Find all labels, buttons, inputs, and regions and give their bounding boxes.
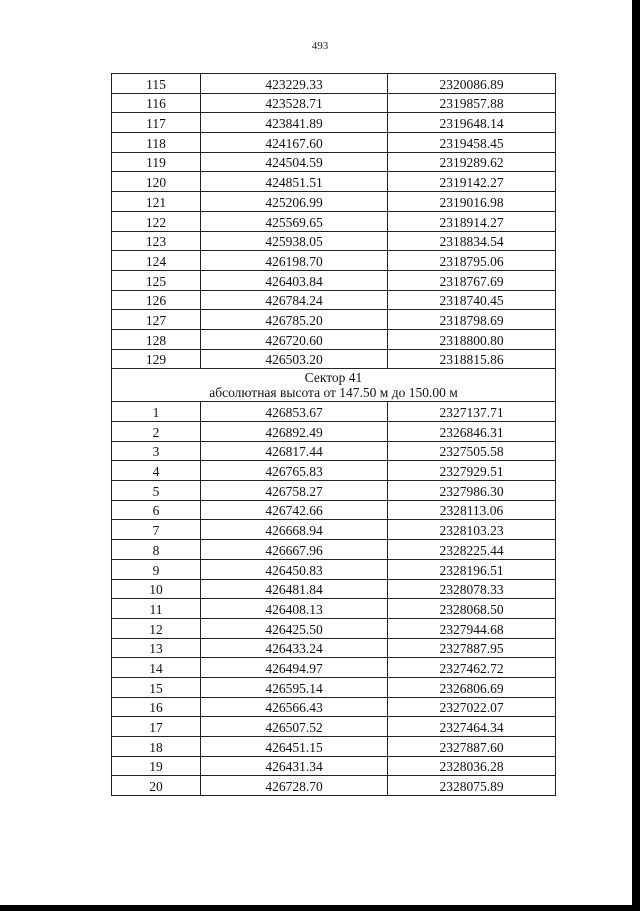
point-number-cell: 15	[112, 677, 201, 697]
point-number-cell: 126	[112, 290, 201, 310]
x-coordinate-cell: 423229.33	[201, 74, 388, 94]
section-subtitle: абсолютная высота от 147.50 м до 150.00 м	[209, 385, 458, 401]
point-number-cell: 116	[112, 93, 201, 113]
point-number-cell: 124	[112, 251, 201, 271]
x-coordinate-cell: 426668.94	[201, 520, 388, 540]
point-number-cell: 9	[112, 559, 201, 579]
y-coordinate-cell: 2326806.69	[388, 677, 556, 697]
point-number-cell: 121	[112, 192, 201, 212]
section-title: Сектор 41	[304, 370, 363, 386]
point-number-cell: 6	[112, 500, 201, 520]
y-coordinate-cell: 2327464.34	[388, 717, 556, 737]
x-coordinate-cell: 424167.60	[201, 133, 388, 153]
table-row	[112, 599, 556, 619]
y-coordinate-cell: 2319648.14	[388, 113, 556, 133]
point-number-cell: 11	[112, 599, 201, 619]
x-coordinate-cell: 426566.43	[201, 697, 388, 717]
table-row	[112, 579, 556, 599]
table-row	[112, 231, 556, 251]
page-number: 493	[311, 40, 329, 52]
table-row	[112, 251, 556, 271]
table-row	[112, 737, 556, 757]
table-row	[112, 93, 556, 113]
table-row	[112, 133, 556, 153]
x-coordinate-cell: 426431.34	[201, 756, 388, 776]
coordinates-table-top	[112, 74, 556, 369]
table-row	[112, 172, 556, 192]
point-number-cell: 123	[112, 231, 201, 251]
table-row	[112, 461, 556, 481]
point-number-cell: 119	[112, 152, 201, 172]
y-coordinate-cell: 2327137.71	[388, 402, 556, 422]
x-coordinate-cell: 426450.83	[201, 559, 388, 579]
section-header-cell	[112, 369, 556, 402]
y-coordinate-cell: 2327462.72	[388, 658, 556, 678]
table-row	[112, 540, 556, 560]
y-coordinate-cell: 2328078.33	[388, 579, 556, 599]
table-row	[112, 329, 556, 349]
coordinates-table	[111, 73, 556, 796]
x-coordinate-cell: 426853.67	[201, 402, 388, 422]
table-row	[112, 559, 556, 579]
point-number-cell: 129	[112, 349, 201, 369]
y-coordinate-cell: 2327887.95	[388, 638, 556, 658]
coordinates-table-bottom	[112, 402, 556, 796]
y-coordinate-cell: 2328103.23	[388, 520, 556, 540]
table-row	[112, 717, 556, 737]
x-coordinate-cell: 426667.96	[201, 540, 388, 560]
x-coordinate-cell: 426784.24	[201, 290, 388, 310]
x-coordinate-cell: 426481.84	[201, 579, 388, 599]
table-row	[112, 520, 556, 540]
table-row	[112, 270, 556, 290]
x-coordinate-cell: 426765.83	[201, 461, 388, 481]
table-row	[112, 481, 556, 501]
y-coordinate-cell: 2318914.27	[388, 211, 556, 231]
point-number-cell: 18	[112, 737, 201, 757]
table-row	[112, 113, 556, 133]
y-coordinate-cell: 2326846.31	[388, 422, 556, 442]
y-coordinate-cell: 2318795.06	[388, 251, 556, 271]
y-coordinate-cell: 2319289.62	[388, 152, 556, 172]
x-coordinate-cell: 425938.05	[201, 231, 388, 251]
y-coordinate-cell: 2318815.86	[388, 349, 556, 369]
section-header-row	[112, 369, 556, 402]
y-coordinate-cell: 2319458.45	[388, 133, 556, 153]
point-number-cell: 120	[112, 172, 201, 192]
y-coordinate-cell: 2328225.44	[388, 540, 556, 560]
y-coordinate-cell: 2319016.98	[388, 192, 556, 212]
table-row	[112, 756, 556, 776]
y-coordinate-cell: 2318798.69	[388, 310, 556, 330]
x-coordinate-cell: 426408.13	[201, 599, 388, 619]
point-number-cell: 118	[112, 133, 201, 153]
point-number-cell: 17	[112, 717, 201, 737]
x-coordinate-cell: 426892.49	[201, 422, 388, 442]
table-row	[112, 290, 556, 310]
table-row	[112, 211, 556, 231]
x-coordinate-cell: 426451.15	[201, 737, 388, 757]
y-coordinate-cell: 2327944.68	[388, 618, 556, 638]
table-row	[112, 658, 556, 678]
point-number-cell: 115	[112, 74, 201, 94]
y-coordinate-cell: 2327022.07	[388, 697, 556, 717]
x-coordinate-cell: 426433.24	[201, 638, 388, 658]
y-coordinate-cell: 2319142.27	[388, 172, 556, 192]
point-number-cell: 125	[112, 270, 201, 290]
point-number-cell: 10	[112, 579, 201, 599]
point-number-cell: 122	[112, 211, 201, 231]
table-row	[112, 776, 556, 796]
point-number-cell: 2	[112, 422, 201, 442]
x-coordinate-cell: 423841.89	[201, 113, 388, 133]
point-number-cell: 8	[112, 540, 201, 560]
table-row	[112, 402, 556, 422]
point-number-cell: 1	[112, 402, 201, 422]
section-header	[112, 369, 556, 402]
table-row	[112, 638, 556, 658]
point-number-cell: 128	[112, 329, 201, 349]
y-coordinate-cell: 2327986.30	[388, 481, 556, 501]
x-coordinate-cell: 426403.84	[201, 270, 388, 290]
table-row	[112, 349, 556, 369]
point-number-cell: 14	[112, 658, 201, 678]
y-coordinate-cell: 2319857.88	[388, 93, 556, 113]
point-number-cell: 12	[112, 618, 201, 638]
x-coordinate-cell: 424504.59	[201, 152, 388, 172]
x-coordinate-cell: 426728.70	[201, 776, 388, 796]
point-number-cell: 5	[112, 481, 201, 501]
x-coordinate-cell: 426742.66	[201, 500, 388, 520]
x-coordinate-cell: 426425.50	[201, 618, 388, 638]
x-coordinate-cell: 426817.44	[201, 441, 388, 461]
table-row	[112, 310, 556, 330]
y-coordinate-cell: 2328036.28	[388, 756, 556, 776]
x-coordinate-cell: 426595.14	[201, 677, 388, 697]
table-row	[112, 618, 556, 638]
table-row	[112, 192, 556, 212]
table-row	[112, 677, 556, 697]
table-row	[112, 441, 556, 461]
x-coordinate-cell: 425569.65	[201, 211, 388, 231]
y-coordinate-cell: 2318834.54	[388, 231, 556, 251]
y-coordinate-cell: 2327887.60	[388, 737, 556, 757]
table-row	[112, 697, 556, 717]
point-number-cell: 20	[112, 776, 201, 796]
x-coordinate-cell: 426494.97	[201, 658, 388, 678]
x-coordinate-cell: 426198.70	[201, 251, 388, 271]
y-coordinate-cell: 2328113.06	[388, 500, 556, 520]
y-coordinate-cell: 2318740.45	[388, 290, 556, 310]
y-coordinate-cell: 2318767.69	[388, 270, 556, 290]
x-coordinate-cell: 426503.20	[201, 349, 388, 369]
x-coordinate-cell: 424851.51	[201, 172, 388, 192]
y-coordinate-cell: 2327929.51	[388, 461, 556, 481]
y-coordinate-cell: 2318800.80	[388, 329, 556, 349]
y-coordinate-cell: 2328075.89	[388, 776, 556, 796]
x-coordinate-cell: 423528.71	[201, 93, 388, 113]
x-coordinate-cell: 426785.20	[201, 310, 388, 330]
point-number-cell: 7	[112, 520, 201, 540]
x-coordinate-cell: 425206.99	[201, 192, 388, 212]
x-coordinate-cell: 426758.27	[201, 481, 388, 501]
point-number-cell: 19	[112, 756, 201, 776]
table-row	[112, 152, 556, 172]
x-coordinate-cell: 426720.60	[201, 329, 388, 349]
table-row	[112, 74, 556, 94]
point-number-cell: 13	[112, 638, 201, 658]
y-coordinate-cell: 2328196.51	[388, 559, 556, 579]
point-number-cell: 16	[112, 697, 201, 717]
y-coordinate-cell: 2327505.58	[388, 441, 556, 461]
table-row	[112, 500, 556, 520]
point-number-cell: 127	[112, 310, 201, 330]
x-coordinate-cell: 426507.52	[201, 717, 388, 737]
y-coordinate-cell: 2328068.50	[388, 599, 556, 619]
point-number-cell: 4	[112, 461, 201, 481]
table-row	[112, 422, 556, 442]
y-coordinate-cell: 2320086.89	[388, 74, 556, 94]
point-number-cell: 117	[112, 113, 201, 133]
point-number-cell: 3	[112, 441, 201, 461]
